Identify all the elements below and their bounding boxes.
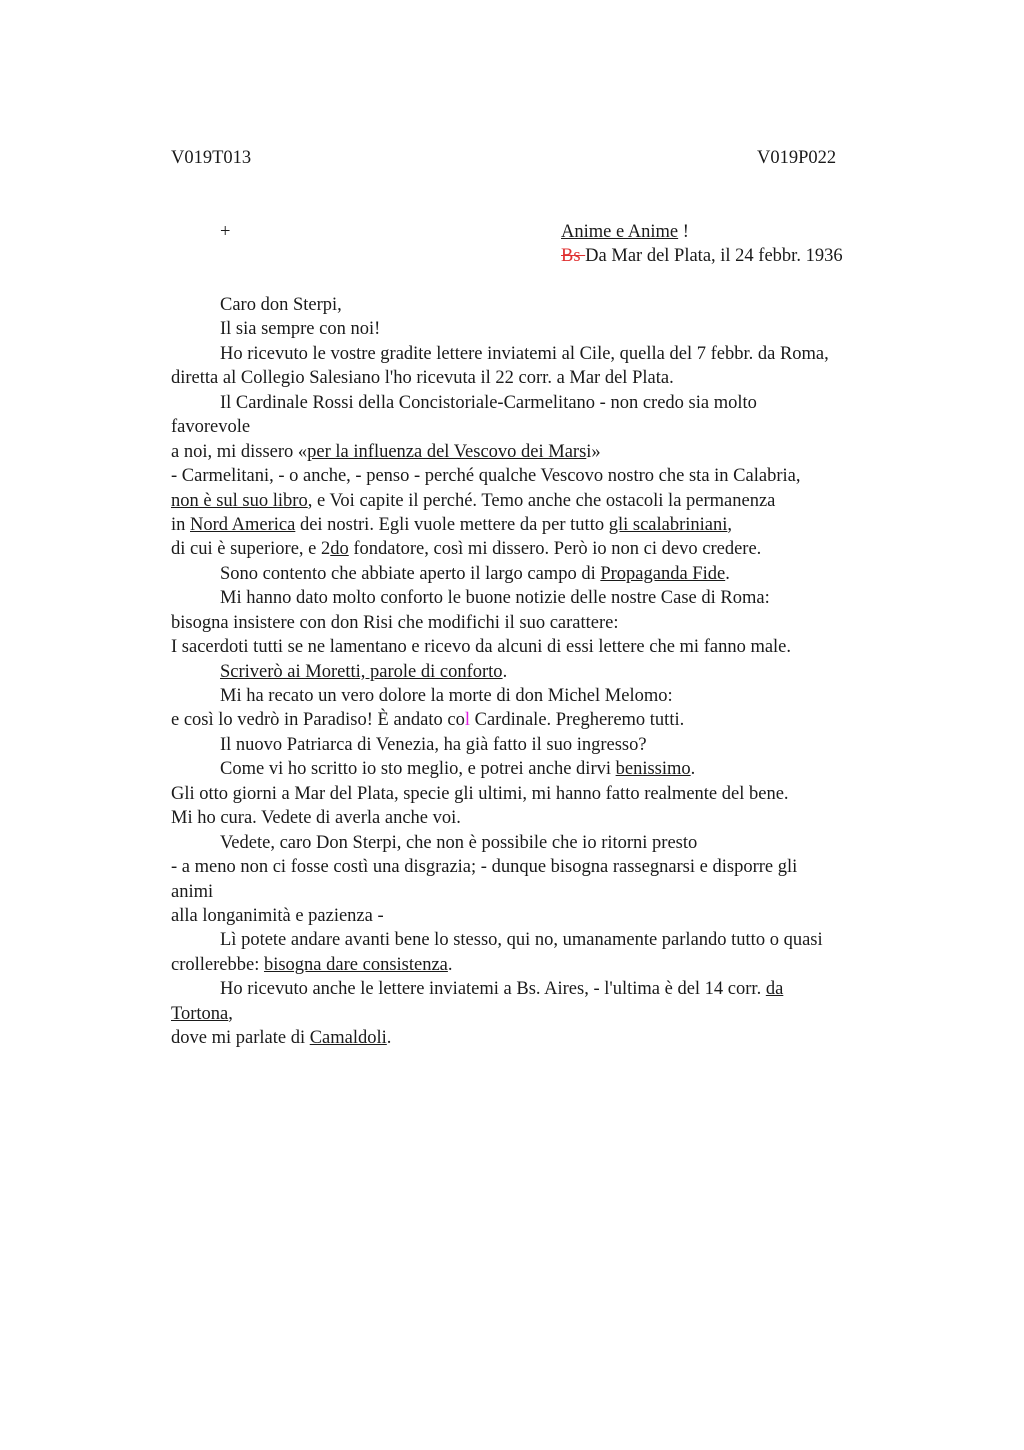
text-line: - a meno non ci fosse costì una disgrazia; - dunque bisogna rassegnarsi e disporre gli bbox=[171, 857, 798, 878]
salutation: Caro don Sterpi, bbox=[220, 295, 342, 315]
greeting: Il sia sempre con noi! bbox=[220, 319, 381, 340]
letter-body bbox=[171, 293, 931, 1051]
text-span: , bbox=[228, 1003, 233, 1024]
cross-symbol: + bbox=[220, 222, 231, 242]
text-span: in bbox=[171, 514, 191, 535]
text-span: . bbox=[725, 563, 730, 584]
text-line bbox=[171, 977, 931, 1001]
text-span: , bbox=[727, 514, 733, 535]
text-line bbox=[171, 953, 931, 977]
text-line: Mi hanno dato molto conforto le buone notizie delle nostre Case di Roma: bbox=[220, 588, 770, 609]
text-line bbox=[171, 708, 931, 732]
underlined-text: da bbox=[765, 979, 784, 1000]
motto-suffix: ! bbox=[678, 222, 689, 242]
underlined-text: per la influenza del Vescovo dei Mars bbox=[307, 441, 587, 462]
document-code-right: V019P022 bbox=[757, 148, 837, 168]
text-line bbox=[171, 1002, 931, 1026]
text-span: . bbox=[386, 1028, 392, 1049]
underlined-text: Nord America bbox=[190, 514, 296, 535]
text-line: Mi ho cura. Vedete di averla anche voi. bbox=[171, 808, 461, 829]
text-line bbox=[171, 440, 931, 464]
text-span: . bbox=[447, 954, 453, 975]
text-span: , e Voi capite il perché. Temo anche che ostacoli la permanenza bbox=[307, 490, 776, 511]
underlined-text: Tortona bbox=[171, 1003, 229, 1024]
motto-line bbox=[561, 220, 689, 244]
text-span: a noi, mi dissero « bbox=[171, 441, 308, 462]
text-line bbox=[171, 1026, 931, 1050]
text-line: Gli otto giorni a Mar del Plata, specie gli ultimi, mi hanno fatto realmente del bene. bbox=[171, 783, 789, 804]
text-line bbox=[171, 489, 931, 513]
underlined-text: benissimo bbox=[615, 759, 691, 780]
text-span: Cardinale. Pregheremo tutti. bbox=[470, 710, 685, 731]
deleted-text: Bs bbox=[561, 246, 586, 266]
text-line: I sacerdoti tutti se ne lamentano e ricevo da alcuni di essi lettere che mi fanno male. bbox=[171, 637, 792, 658]
underlined-text: gli scalabriniani bbox=[608, 514, 728, 535]
text-line: Il nuovo Patriarca di Venezia, ha già fatto il suo ingresso? bbox=[220, 734, 647, 755]
text-span: dei nostri. Egli vuole mettere da per tutto bbox=[295, 514, 609, 535]
text-line bbox=[171, 513, 931, 537]
text-line bbox=[171, 757, 931, 781]
text-line: diretta al Collegio Salesiano l'ho ricevuta il 22 corr. a Mar del Plata. bbox=[171, 368, 674, 389]
text-span: Sono contento che abbiate aperto il largo campo di bbox=[220, 563, 601, 584]
inserted-letter: l bbox=[464, 710, 470, 731]
underlined-text: non è sul suo libro bbox=[171, 490, 308, 511]
text-line bbox=[171, 562, 931, 586]
text-line bbox=[171, 537, 931, 561]
text-span: di cui è superiore, e 2 bbox=[171, 539, 331, 560]
underlined-text: Propaganda Fide bbox=[600, 563, 726, 584]
text-line: bisogna insistere con don Risi che modifichi il suo carattere: bbox=[171, 612, 619, 633]
text-line: Lì potete andare avanti bene lo stesso, qui no, umanamente parlando tutto o quasi bbox=[220, 930, 823, 951]
text-line bbox=[171, 660, 931, 684]
text-line: alla longanimità e pazienza - bbox=[171, 905, 384, 926]
place-date: Da Mar del Plata, il 24 febbr. 1936 bbox=[585, 246, 843, 266]
text-line: Ho ricevuto le vostre gradite lettere inviatemi al Cile, quella del 7 febbr. da Roma, bbox=[220, 343, 829, 364]
text-span: Ho ricevuto anche le lettere inviatemi a Bs. Aires, - l'ultima è del 14 corr. bbox=[220, 979, 766, 1000]
text-span: e così lo vedrò in Paradiso! È andato co bbox=[171, 710, 465, 731]
text-span: fondatore, così mi dissero. Però io non ci devo credere. bbox=[348, 539, 762, 560]
underlined-text: bisogna dare consistenza bbox=[263, 954, 448, 975]
document-code-left: V019T013 bbox=[171, 148, 252, 168]
text-line: animi bbox=[171, 881, 214, 902]
text-line: favorevole bbox=[171, 417, 251, 438]
text-line: Mi ha recato un vero dolore la morte di don Michel Melomo: bbox=[220, 686, 673, 706]
place-date-line bbox=[561, 244, 843, 268]
text-span: i» bbox=[586, 441, 601, 462]
text-span: . bbox=[690, 759, 696, 780]
text-span: Come vi ho scritto io sto meglio, e potrei anche dirvi bbox=[220, 759, 616, 780]
underlined-text: do bbox=[330, 539, 349, 560]
underlined-text: Camaldoli bbox=[309, 1028, 387, 1049]
text-span: dove mi parlate di bbox=[171, 1028, 310, 1049]
text-span: crollerebbe: bbox=[171, 954, 264, 975]
underlined-text: Scriverò ai Moretti, parole di conforto bbox=[220, 661, 503, 682]
motto: Anime e Anime bbox=[561, 222, 679, 242]
text-line: Vedete, caro Don Sterpi, che non è possibile che io ritorni presto bbox=[220, 832, 698, 853]
text-span: . bbox=[502, 661, 508, 682]
text-line: - Carmelitani, - o anche, - penso - perché qualche Vescovo nostro che sta in Calabria, bbox=[171, 466, 801, 487]
text-line: Il Cardinale Rossi della Concistoriale-Carmelitano - non credo sia molto bbox=[220, 392, 757, 413]
